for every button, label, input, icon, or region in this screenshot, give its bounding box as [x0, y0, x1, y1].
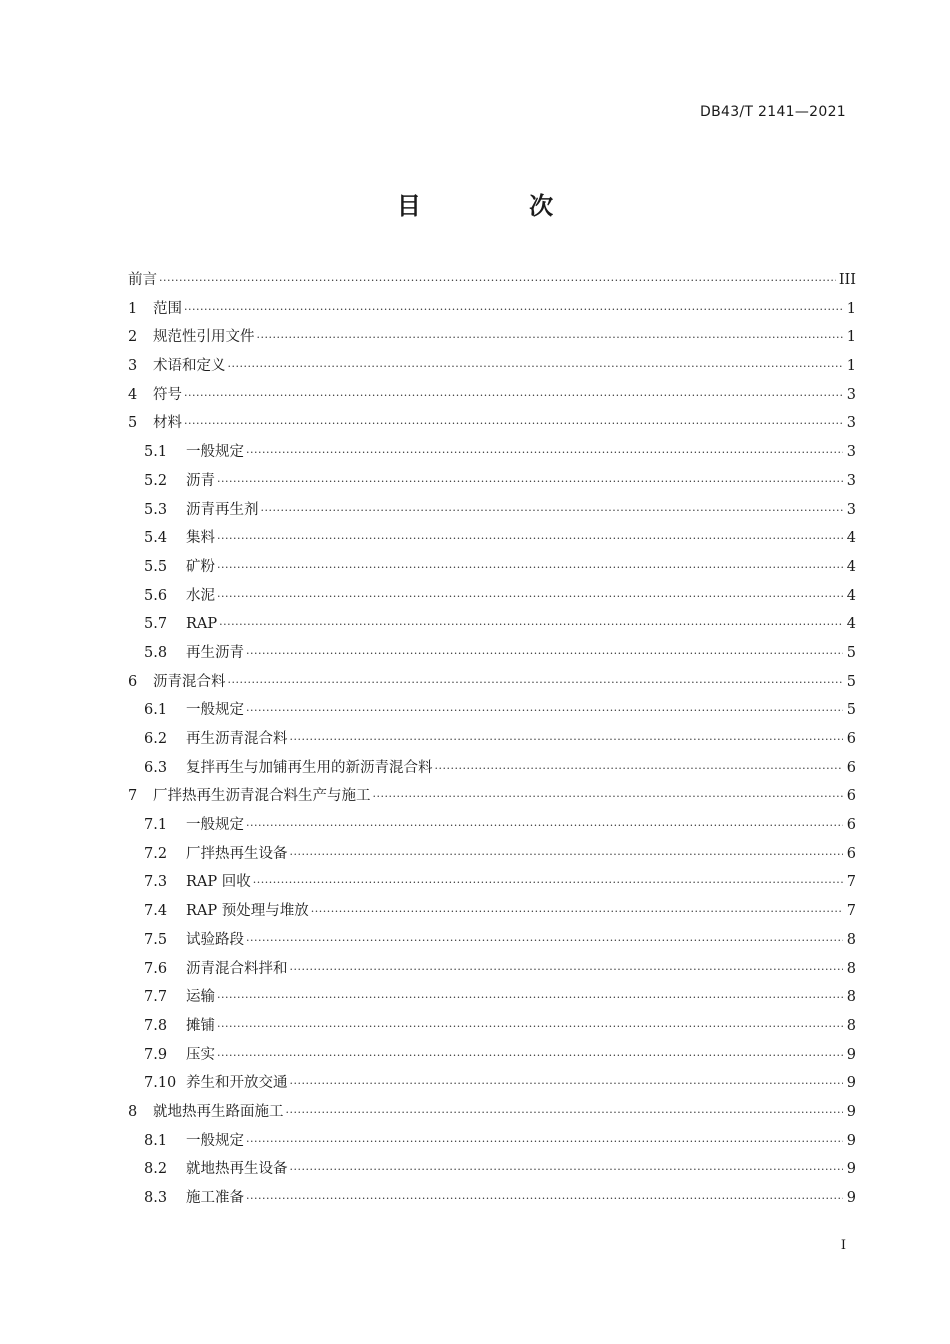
- dot-leader: [159, 267, 836, 296]
- toc-entry-number: 5.3: [144, 501, 168, 518]
- dot-leader: [219, 611, 843, 640]
- toc-entry-page: 3: [846, 501, 856, 518]
- dot-leader: [253, 869, 843, 898]
- toc-entry-title: 再生沥青混合料: [186, 731, 288, 747]
- toc-entry-page: 8: [846, 931, 856, 948]
- toc-entry-page: 9: [846, 1161, 856, 1178]
- toc-entry-title: 厂拌热再生设备: [186, 845, 288, 862]
- toc-entry-number: 6.3: [144, 759, 168, 776]
- toc-entry-title: 厂拌热再生沥青混合料生产与施工: [153, 788, 371, 805]
- toc-entry-number: 2: [128, 329, 138, 346]
- toc-entry-number: 6.2: [144, 731, 168, 747]
- toc-entry-page: 5: [846, 673, 856, 690]
- toc-entry[interactable]: [128, 295, 856, 324]
- toc-entry-number: 7.9: [144, 1046, 168, 1063]
- toc-entry-title: 术语和定义: [153, 358, 226, 375]
- toc-entry-number: 7.10: [144, 1075, 177, 1092]
- toc-entry-title: 沥青再生剂: [186, 501, 259, 518]
- toc-entry[interactable]: [128, 323, 856, 352]
- toc-entry[interactable]: [128, 1155, 856, 1184]
- dot-leader: [257, 324, 844, 353]
- toc-entry-title: 就地热再生路面施工: [153, 1103, 284, 1120]
- toc-entry-page: 8: [846, 960, 856, 977]
- toc-entry-title: RAP: [186, 616, 218, 633]
- toc-entry-number: 5.5: [144, 558, 168, 575]
- toc-entry-page: 1: [846, 300, 856, 317]
- toc-entry-number: 7.6: [144, 960, 168, 977]
- toc-title: 目 次: [396, 192, 604, 220]
- toc-entry-title: 一般规定: [186, 444, 244, 461]
- toc-entry-title: 矿粉: [186, 558, 215, 575]
- dot-leader: [290, 841, 844, 870]
- dot-leader: [228, 353, 844, 382]
- dot-leader: [311, 898, 843, 927]
- toc-entry-number: 8: [128, 1103, 138, 1120]
- dot-leader: [286, 1099, 844, 1128]
- dot-leader: [217, 583, 843, 612]
- toc-entry[interactable]: [128, 352, 856, 381]
- toc-entry-number: 6.1: [144, 702, 168, 719]
- toc-entry[interactable]: [128, 1041, 856, 1070]
- toc-entry-page: 4: [846, 558, 856, 575]
- toc-entry-page: 9: [846, 1132, 856, 1149]
- dot-leader: [290, 726, 844, 755]
- dot-leader: [435, 755, 844, 784]
- toc-entry-title: 施工准备: [186, 1190, 244, 1206]
- toc-entry-page: 9: [846, 1075, 856, 1092]
- page-number: I: [840, 1238, 846, 1253]
- toc-entry[interactable]: [128, 754, 856, 783]
- dot-leader: [373, 783, 844, 812]
- toc-entry-number: 4: [128, 386, 138, 403]
- toc-entry-page: III: [838, 272, 856, 288]
- toc-entry-title: 水泥: [186, 587, 215, 604]
- toc-entry-title: 集料: [186, 530, 215, 547]
- dot-leader: [246, 439, 843, 468]
- dot-leader: [290, 1156, 844, 1185]
- toc-entry-title: 沥青混合料: [153, 673, 226, 690]
- toc-entry-number: 8.3: [144, 1190, 168, 1206]
- toc-entry-number: 5: [128, 415, 138, 432]
- toc-entry[interactable]: [128, 983, 856, 1012]
- toc-entry-number: 7.1: [144, 817, 168, 834]
- toc-entry[interactable]: [128, 266, 856, 295]
- toc-entry-title: 符号: [153, 386, 182, 403]
- toc-entry-page: 7: [846, 874, 856, 891]
- toc-entry[interactable]: [128, 496, 856, 525]
- toc-entry-number: 7.2: [144, 845, 168, 862]
- toc-entry-page: 6: [846, 845, 856, 862]
- toc-entry-page: 3: [846, 386, 856, 403]
- toc-entry-page: 9: [846, 1103, 856, 1120]
- toc-entry-number: 6: [128, 673, 138, 690]
- toc-entry-page: 4: [846, 530, 856, 547]
- toc-entry-number: 5.7: [144, 616, 168, 633]
- toc-entry-number: 7.7: [144, 989, 168, 1006]
- toc-entry-number: 8.2: [144, 1161, 168, 1178]
- toc-entry[interactable]: [128, 438, 856, 467]
- dot-leader: [184, 382, 843, 411]
- toc-entry[interactable]: [128, 582, 856, 611]
- toc-entry-number: 7.5: [144, 931, 168, 948]
- toc-entry-title: 摊铺: [186, 1017, 215, 1034]
- toc-entry-title: RAP 回收: [186, 874, 251, 891]
- toc-entry-title: 运输: [186, 989, 215, 1006]
- toc-entry-title: 材料: [153, 415, 182, 432]
- toc-entry[interactable]: [128, 524, 856, 553]
- dot-leader: [217, 984, 843, 1013]
- toc-entry[interactable]: [128, 1127, 856, 1156]
- toc-entry-number: 1: [128, 300, 138, 317]
- toc-entry-number: 5.4: [144, 530, 168, 547]
- toc-entry-page: 6: [846, 817, 856, 834]
- dot-leader: [217, 468, 843, 497]
- toc-entry-page: 9: [846, 1190, 856, 1206]
- toc-entry[interactable]: [128, 840, 856, 869]
- toc-entry-page: 1: [846, 358, 856, 375]
- toc-entry[interactable]: [128, 639, 856, 668]
- toc-entry[interactable]: [128, 696, 856, 725]
- toc-entry-title: 沥青: [186, 472, 215, 489]
- dot-leader: [217, 525, 843, 554]
- toc-entry-page: 7: [846, 903, 856, 920]
- toc-entry-number: 5.1: [144, 444, 168, 461]
- toc-entry-page: 6: [846, 788, 856, 805]
- dot-leader: [184, 296, 843, 325]
- toc-entry-page: 3: [846, 444, 856, 461]
- toc-entry[interactable]: [128, 926, 856, 955]
- dot-leader: [246, 927, 843, 956]
- toc-entry-title: RAP 预处理与堆放: [186, 903, 309, 920]
- toc-entry-title: 一般规定: [186, 1132, 244, 1149]
- toc-entry[interactable]: [128, 1069, 856, 1098]
- toc-entry-title: 规范性引用文件: [153, 329, 255, 346]
- toc-entry-page: 3: [846, 415, 856, 432]
- toc-entry-page: 8: [846, 989, 856, 1006]
- dot-leader: [217, 1013, 843, 1042]
- toc-entry-page: 3: [846, 472, 856, 489]
- toc-entry-title: 就地热再生设备: [186, 1161, 288, 1178]
- toc-entry[interactable]: [128, 897, 856, 926]
- dot-leader: [246, 640, 843, 669]
- toc-entry-page: 8: [846, 1017, 856, 1034]
- dot-leader: [246, 812, 843, 841]
- toc-entry-title: 一般规定: [186, 702, 244, 719]
- dot-leader: [217, 1042, 843, 1071]
- table-of-contents: [128, 266, 856, 1213]
- toc-entry-title: 复拌再生与加铺再生用的新沥青混合料: [186, 759, 433, 776]
- dot-leader: [246, 697, 843, 726]
- dot-leader: [228, 669, 844, 698]
- toc-entry[interactable]: [128, 782, 856, 811]
- toc-entry-number: 3: [128, 358, 138, 375]
- toc-entry-number: 7: [128, 788, 138, 805]
- toc-entry-title: 养生和开放交通: [186, 1075, 288, 1092]
- toc-entry-page: 9: [846, 1046, 856, 1063]
- toc-entry-title: 压实: [186, 1046, 215, 1063]
- toc-entry-title: 再生沥青: [186, 644, 244, 661]
- dot-leader: [290, 956, 844, 985]
- toc-entry-page: 1: [846, 329, 856, 346]
- toc-entry[interactable]: [128, 868, 856, 897]
- toc-entry-title: 前言: [128, 272, 157, 288]
- toc-entry-page: 5: [846, 644, 856, 661]
- toc-entry-number: 7.3: [144, 874, 168, 891]
- dot-leader: [246, 1185, 843, 1214]
- dot-leader: [184, 410, 843, 439]
- toc-entry-number: 7.8: [144, 1017, 168, 1034]
- toc-entry-page: 5: [846, 702, 856, 719]
- toc-entry-page: 6: [846, 731, 856, 747]
- toc-entry[interactable]: [128, 467, 856, 496]
- toc-entry[interactable]: [128, 1098, 856, 1127]
- toc-entry-page: 4: [846, 616, 856, 633]
- toc-entry-number: 7.4: [144, 903, 168, 920]
- toc-entry[interactable]: [128, 610, 856, 639]
- toc-entry[interactable]: [128, 811, 856, 840]
- toc-entry[interactable]: [128, 725, 856, 754]
- toc-entry-title: 试验路段: [186, 931, 244, 948]
- toc-entry[interactable]: [128, 381, 856, 410]
- document-code: DB43/T 2141—2021: [700, 104, 846, 120]
- toc-entry[interactable]: [128, 409, 856, 438]
- toc-entry[interactable]: [128, 1012, 856, 1041]
- toc-entry-number: 8.1: [144, 1132, 168, 1149]
- toc-entry-number: 5.8: [144, 644, 168, 661]
- toc-entry-number: 5.2: [144, 472, 168, 489]
- toc-entry-title: 范围: [153, 300, 182, 317]
- dot-leader: [246, 1128, 843, 1157]
- dot-leader: [261, 497, 844, 526]
- toc-entry[interactable]: [128, 553, 856, 582]
- toc-entry-page: 4: [846, 587, 856, 604]
- toc-entry-title: 一般规定: [186, 817, 244, 834]
- toc-entry[interactable]: [128, 668, 856, 697]
- toc-entry-number: 5.6: [144, 587, 168, 604]
- dot-leader: [290, 1070, 844, 1099]
- dot-leader: [217, 554, 843, 583]
- toc-entry-title: 沥青混合料拌和: [186, 960, 288, 977]
- toc-entry-page: 6: [846, 759, 856, 776]
- toc-entry[interactable]: [128, 1184, 856, 1213]
- toc-entry[interactable]: [128, 955, 856, 984]
